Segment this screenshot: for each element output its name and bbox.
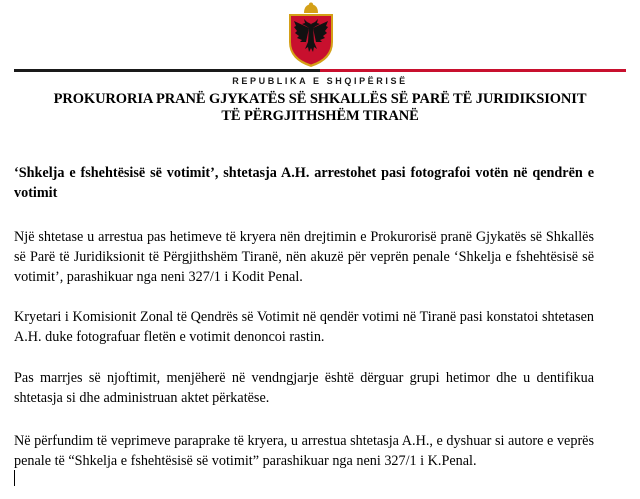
article-headline: ‘Shkelja e fshehtësisë së votimit’, shtetasja A.H. arrestohet pasi fotografoi votën në qendrën e votimit: [14, 165, 594, 201]
office-title-line-1: PROKURORIA PRANË GJYKATËS SË SHKALLËS SË PARË TË JURIDIKSIONIT: [53, 91, 587, 107]
office-title: [10, 91, 630, 125]
republic-label: REPUBLIKA E SHQIPËRISË: [232, 76, 408, 86]
office-title-line-2: TË PËRGJITHSHËM TIRANË: [221, 108, 419, 124]
header-emblem-area: [0, 0, 640, 78]
header-rule-black: [14, 69, 320, 72]
article-paragraph-2: Kryetari i Komisionit Zonal të Qendrës së Votimit në qendër votimi në Tiranë pasi konstatoi shtetasen A.H. duke fotografuar fletën e votimit denoncoi rastin.: [14, 309, 594, 345]
article-paragraph-1: Një shtetase u arrestua pas hetimeve të kryera nën drejtimin e Prokurorisë pranë Gjykatës së Shkallës së Parë të Juridiksionit të Përgjithshëm Tiranë, nën akuzë për veprën penale ‘Shkelja e fshehtësisë së votimit’, parashikuar nga neni 327/1 i Kodit Penal.: [14, 229, 594, 285]
header-rule-red: [320, 69, 626, 72]
albanian-eagle-emblem-icon: [285, 2, 337, 68]
article-paragraph-4: Në përfundim të veprimeve paraprake të kryera, u arrestua shtetasja A.H., e dyshuar si autore e veprës penale të “Shkelja e fshehtësisë së votimit” parashikuar nga neni 327/1 i K.Penal.: [14, 433, 594, 469]
text-cursor[interactable]: [14, 470, 15, 486]
article-paragraph-3: Pas marrjes së njoftimit, menjëherë në vendngjarje është dërguar grupi hetimor dhe u dentifikua shtetasja si dhe administruan aktet përkatëse.: [14, 370, 594, 406]
